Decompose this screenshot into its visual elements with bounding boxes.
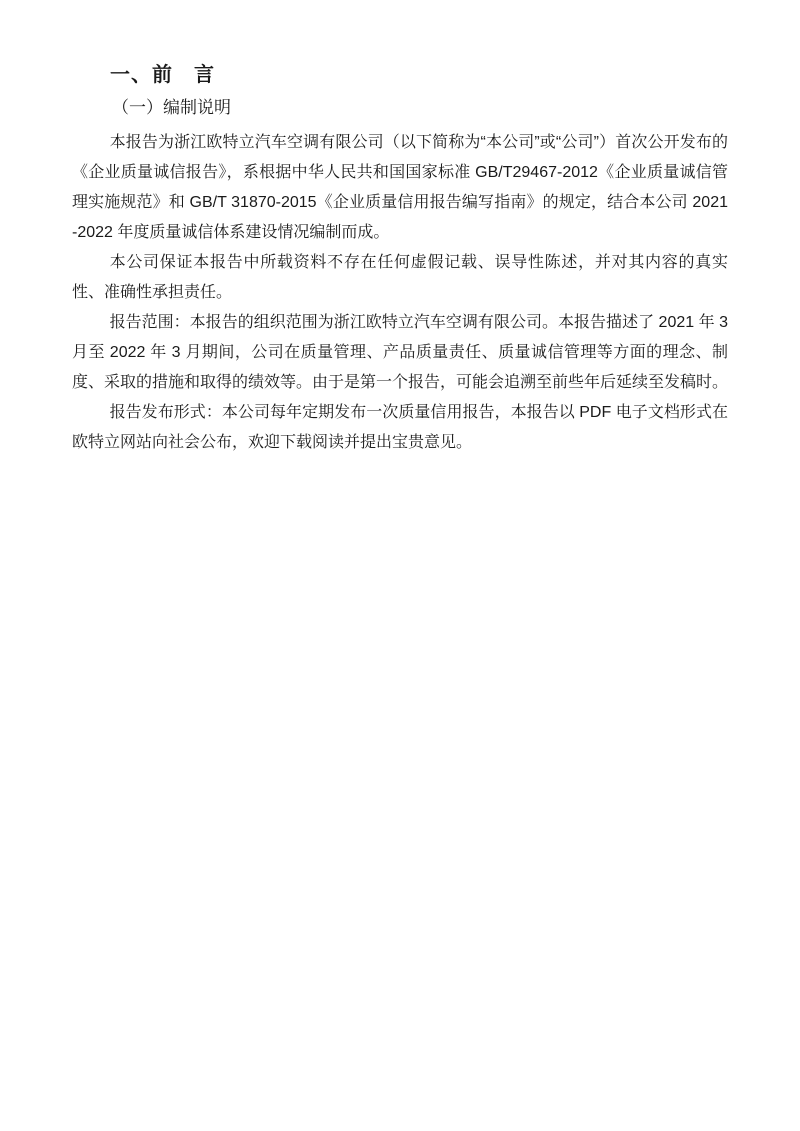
paragraph-accuracy-statement: 本公司保证本报告中所载资料不存在任何虚假记载、误导性陈述，并对其内容的真实性、准确性承担责任。 [72,254,728,301]
body-text [72,128,728,458]
section-heading: 一、前 言 [110,64,215,86]
subsection-heading: （一）编制说明 [112,98,231,117]
page-content [0,0,800,458]
paragraph-release-form: 报告发布形式：本公司每年定期发布一次质量信用报告，本报告以 PDF 电子文档形式在欧特立网站向社会公布，欢迎下载阅读并提出宝贵意见。 [72,404,728,451]
paragraph-report-scope: 报告范围：本报告的组织范围为浙江欧特立汽车空调有限公司。本报告描述了 2021 年 3 月至 2022 年 3 月期间，公司在质量管理、产品质量责任、质量诚信管理等方面的理念、制度、采取的措施和取得的绩效等。由于是第一个报告，可能会追溯至前些年后延续至发稿时。 [72,314,729,391]
paragraph-compilation-basis: 本报告为浙江欧特立汽车空调有限公司（以下简称为“本公司”或“公司”）首次公开发布的《企业质量诚信报告》，系根据中华人民共和国国家标准 GB/T29467-2012《企业质量诚信管理实施规范》和 GB/T 31870-2015《企业质量信用报告编写指南》的规定，结合本公司 2021-2022 年度质量诚信体系建设情况编制而成。 [72,134,728,241]
